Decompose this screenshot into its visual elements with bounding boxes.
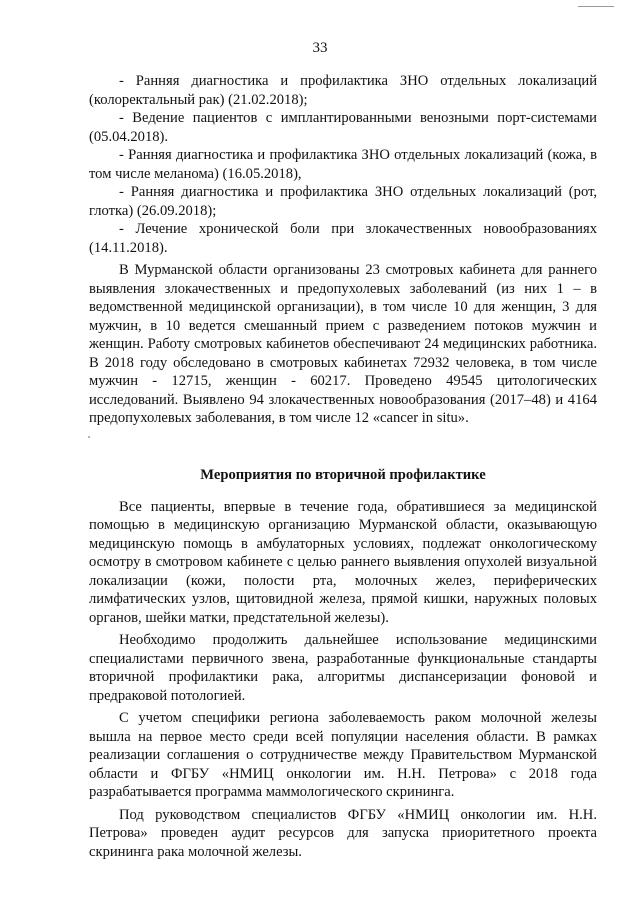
list-item: - Лечение хронической боли при злокачественных новообразованиях (14.11.2018). — [89, 221, 597, 256]
list-item: - Ведение пациентов с имплантированными венозными порт-системами (05.04.2018). — [89, 110, 597, 145]
paragraph: С учетом специфики региона заболеваемость раком молочной железы вышла на первое место среди всей популяции населения области. В рамках реализации соглашения о сотрудничестве между Правительством Мурманской области и ФГБУ «НМИЦ онкологии им. Н.Н. Петрова» с 2018 года разрабатывается программа маммологического скрининга. — [89, 710, 597, 800]
section-heading: Мероприятия по вторичной профилактике — [200, 466, 486, 483]
page-number: 33 — [312, 40, 328, 56]
paragraph: Все пациенты, впервые в течение года, обратившиеся за медицинской помощью в медицинскую организацию Мурманской области, оказывающую медицинскую помощь в амбулаторных условиях, подлежат онкологическому осмотру в смотровом кабинете с целью раннего выявления опухолей визуальной локализации (кожи, полости рта, молочных желез, периферических лимфатических узлов, щитовидной железа, прямой кишки, наружных половых органов, шейки матки, предстательной железы). — [89, 498, 597, 626]
list-item: - Ранняя диагностика и профилактика ЗНО отдельных локализаций (кожа, в том числе меланома) (16.05.2018), — [89, 147, 597, 182]
list-item: - Ранняя диагностика и профилактика ЗНО отдельных локализаций (колоректальный рак) (21.02.2018); — [89, 73, 597, 108]
list-item: - Ранняя диагностика и профилактика ЗНО отдельных локализаций (рот, глотка) (26.09.2018); — [89, 184, 597, 219]
document-body — [89, 72, 597, 861]
seminar-list — [89, 72, 597, 257]
section-body — [89, 498, 597, 862]
scan-edge-mark — [578, 6, 614, 7]
paragraph: Под руководством специалистов ФГБУ «НМИЦ онкологии им. Н.Н. Петрова» проведен аудит ресурсов для запуска приоритетного проекта скрининга рака молочной железы. — [89, 806, 597, 860]
paragraph-screening-rooms: В Мурманской области организованы 23 смотровых кабинета для раннего выявления злокачественных и предопухолевых заболеваний (из них 1 – в ведомственной медицинской организации), в том числе 10 для женщин, 3 для мужчин, в 10 ведется смешанный прием с разведением потоков мужчин и женщин. Работу смотровых кабинетов обеспечивают 24 медицинских работника. В 2018 году обследовано в смотровых кабинетах 72932 человека, в том числе мужчин - 12715, женщин - 60217. Проведено 49545 цитологических исследований. Выявлено 94 злокачественных новообразования (2017–48) и 4164 предопухолевых заболевания, в том числе 12 «cancer in situ». — [89, 262, 597, 426]
paragraph: Необходимо продолжить дальнейшее использование медицинскими специалистами первичного звена, разработанные функциональные стандарты вторичной профилактики рака, алгоритмы диспансеризации фоновой и предраковой потологией. — [89, 632, 597, 704]
scan-speck — [88, 436, 90, 438]
